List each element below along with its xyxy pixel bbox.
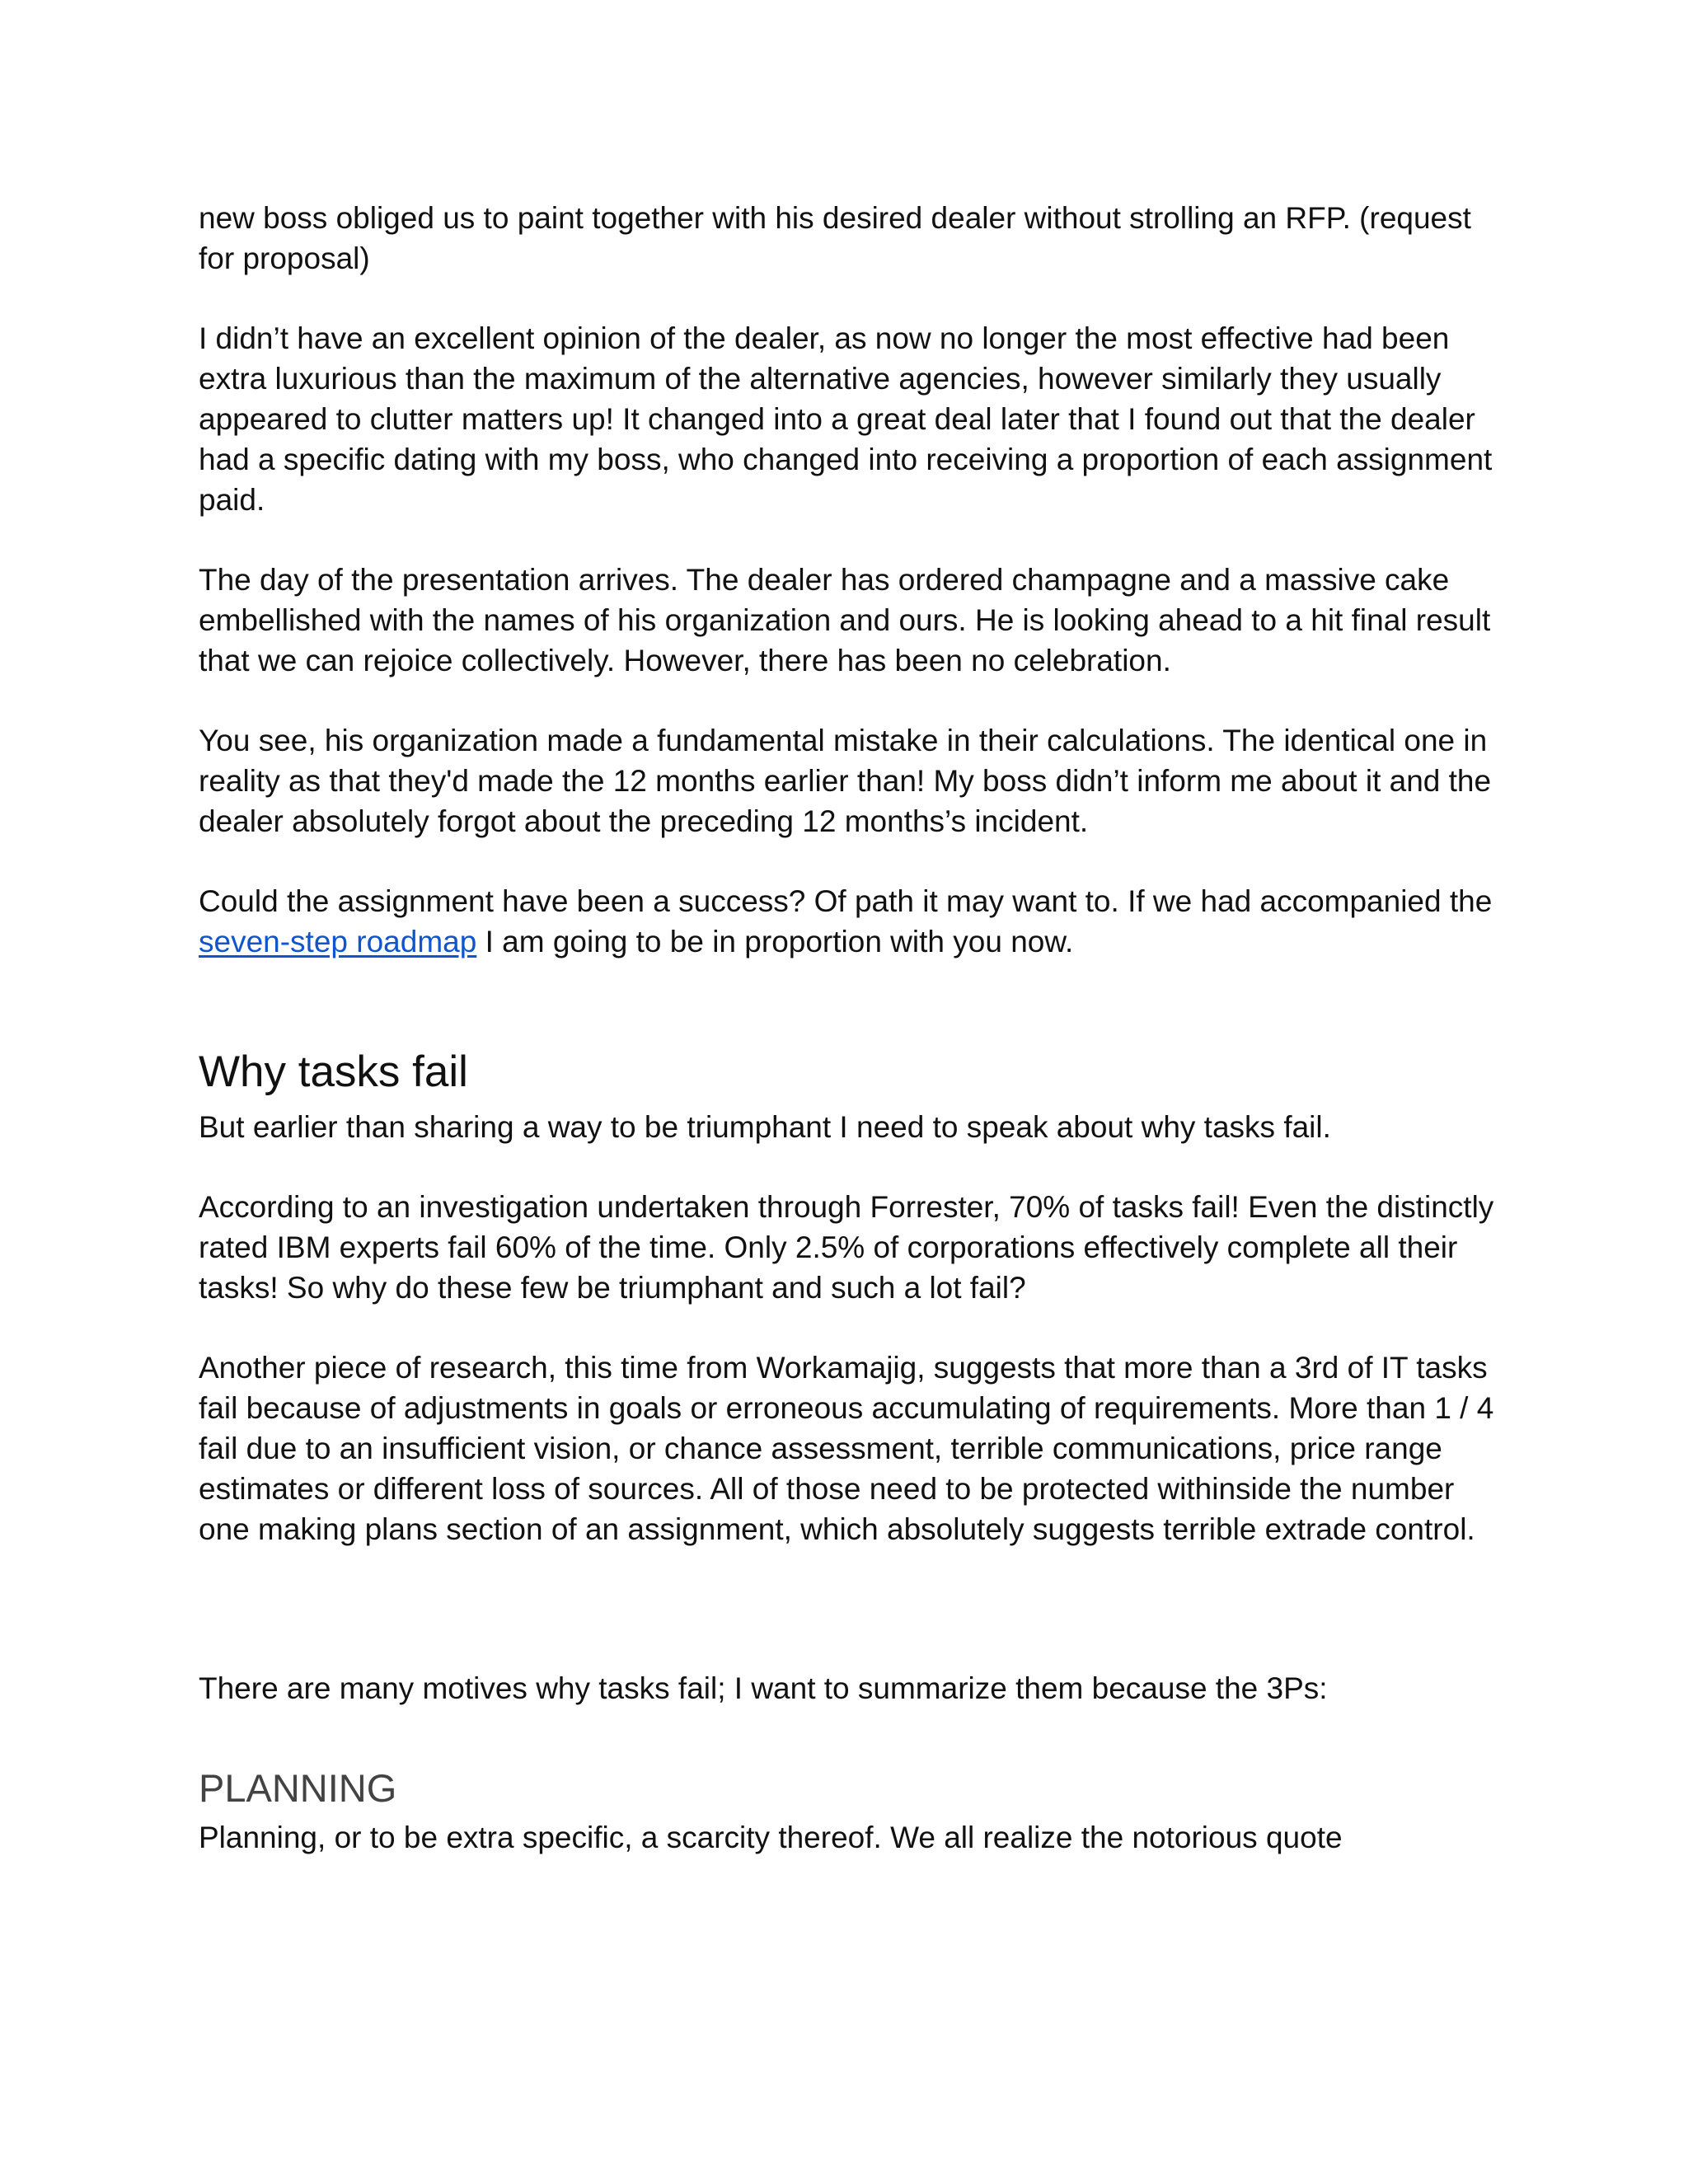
paragraph-dealer-opinion: I didn’t have an excellent opinion of the dealer, as now no longer the most effective had been extra luxurious than the maximum of the alternative agencies, however similarly they usually appeared to clutter matters up! It changed into a great deal later that I found out that the dealer had a specific dating with my boss, who changed into receiving a proportion of each assignment paid. xyxy=(199,321,1493,517)
paragraph-before-sharing: But earlier than sharing a way to be triumphant I need to speak about why tasks fail. xyxy=(199,1110,1331,1144)
paragraph-rfp: new boss obliged us to paint together with his desired dealer without strolling an RFP. (request for proposal) xyxy=(199,201,1471,275)
paragraph-success-question xyxy=(199,881,1497,962)
paragraph-forrester: According to an investigation undertaken through Forrester, 70% of tasks fail! Even the distinctly rated IBM experts fail 60% of the time. Only 2.5% of corporations effectively complete all their tasks! So why do these few be triumphant and such a lot fail? xyxy=(199,1190,1494,1305)
success-question-text: Could the assignment have been a success? Of path it may want to. If we had accompanied the xyxy=(199,884,1493,918)
seven-step-roadmap-link[interactable]: seven-step roadmap xyxy=(199,925,477,958)
document-page xyxy=(199,198,1497,1858)
paragraph-planning: Planning, or to be extra specific, a scarcity thereof. We all realize the notorious quote xyxy=(199,1821,1343,1854)
paragraph-presentation-day: The day of the presentation arrives. The dealer has ordered champagne and a massive cake embellished with the names of his organization and ours. He is looking ahead to a hit final result that we can rejoice collectively. However, there has been no celebration. xyxy=(199,563,1491,677)
paragraph-workamajig: Another piece of research, this time from Workamajig, suggests that more than a 3rd of IT tasks fail because of adjustments in goals or erroneous accumulating of requirements. More than 1 / 4 fail due to an insufficient vision, or chance assessment, terrible communications, price range estimates or different loss of sources. All of those need to be protected withinside the number one making plans section of an assignment, which absolutely suggests terrible extrade control. xyxy=(199,1351,1494,1546)
heading-why-tasks-fail: Why tasks fail xyxy=(199,1047,468,1096)
heading-planning: PLANNING xyxy=(199,1766,397,1810)
success-question-tail: I am going to be in proportion with you now. xyxy=(476,925,1074,958)
paragraph-calculation-mistake: You see, his organization made a fundamental mistake in their calculations. The identical one in reality as that they'd made the 12 months earlier than! My boss didn’t inform me about it and the dealer absolutely forgot about the preceding 12 months’s incident. xyxy=(199,724,1492,838)
paragraph-three-ps: There are many motives why tasks fail; I want to summarize them because the 3Ps: xyxy=(199,1671,1328,1705)
